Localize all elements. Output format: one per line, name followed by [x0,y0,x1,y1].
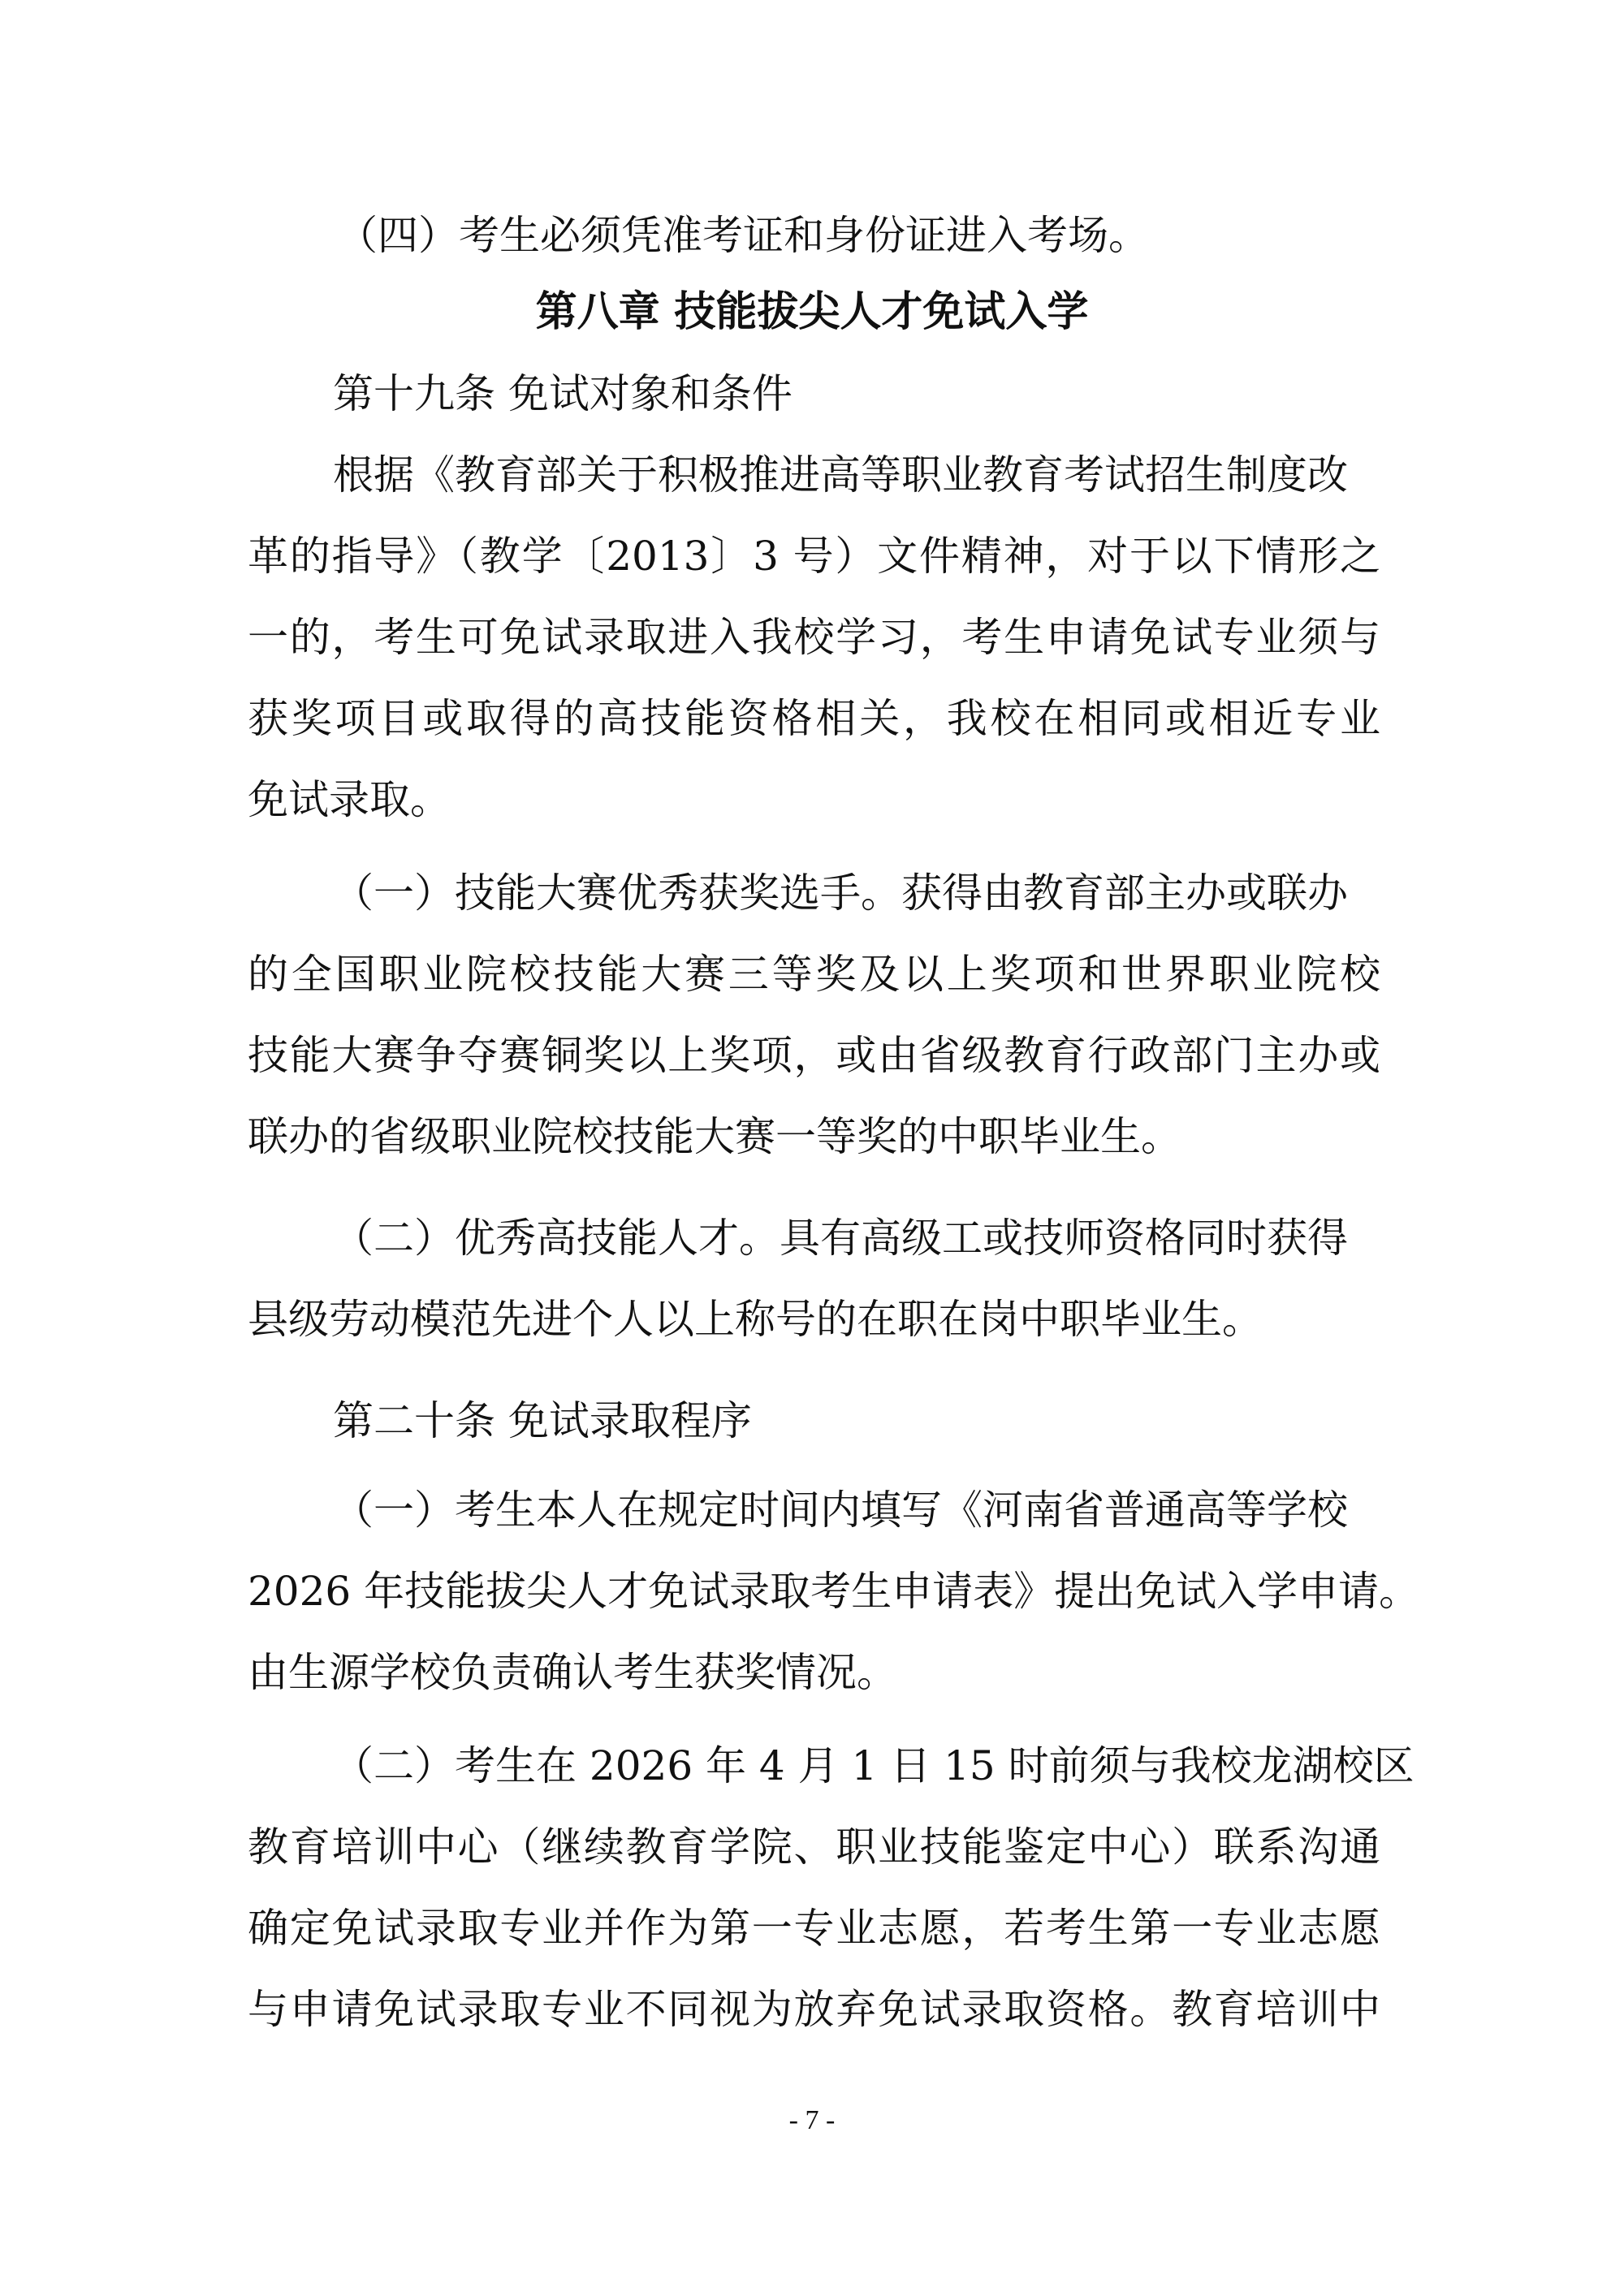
paragraph-line: 根据《教育部关于积极推进高等职业教育考试招生制度改 [333,451,1348,498]
paragraph-line: 技能大赛争夺赛铜奖以上奖项，或由省级教育行政部门主办或 [248,1032,1380,1079]
paragraph-line: 获奖项目或取得的高技能资格相关，我校在相同或相近专业 [248,695,1380,742]
paragraph-line: 2026 年技能拔尖人才免试录取考生申请表》提出免试入学申请。 [248,1568,1420,1615]
paragraph-line: 革的指导》（教学〔2013〕3 号）文件精神，对于以下情形之 [248,533,1380,580]
paragraph-line: 与申请免试录取专业不同视为放弃免试录取资格。教育培训中 [248,1986,1380,2033]
paragraph-line: （二）考生在 2026 年 4 月 1 日 15 时前须与我校龙湖校区 [333,1742,1415,1789]
chapter-title: 第八章 技能拔尖人才免试入学 [535,288,1089,336]
paragraph-line: 教育培训中心（继续教育学院、职业技能鉴定中心）联系沟通 [248,1823,1380,1871]
paragraph-line: 县级劳动模范先进个人以上称号的在职在岗中职毕业生。 [248,1296,1263,1343]
paragraph-line: 由生源学校负责确认考生获奖情况。 [248,1649,897,1696]
article-19-title: 第十九条 免试对象和条件 [333,370,793,417]
paragraph-line: 的全国职业院校技能大赛三等奖及以上奖项和世界职业院校 [248,951,1380,998]
paragraph-line: （四）考生必须凭准考证和身份证进入考场。 [337,212,1149,259]
paragraph-line: 免试录取。 [248,776,451,823]
page-number: - 7 - [788,2105,836,2135]
paragraph-line: （一）技能大赛优秀获奖选手。获得由教育部主办或联办 [333,870,1348,917]
paragraph-line: 联办的省级职业院校技能大赛一等奖的中职毕业生。 [248,1113,1181,1160]
article-20-title: 第二十条 免试录取程序 [333,1397,752,1444]
paragraph-line: 确定免试录取专业并作为第一专业志愿，若考生第一专业志愿 [248,1905,1380,1952]
paragraph-line: （一）考生本人在规定时间内填写《河南省普通高等学校 [333,1487,1348,1534]
paragraph-line: （二）优秀高技能人才。具有高级工或技师资格同时获得 [333,1215,1348,1262]
paragraph-line: 一的，考生可免试录取进入我校学习，考生申请免试专业须与 [248,614,1380,661]
